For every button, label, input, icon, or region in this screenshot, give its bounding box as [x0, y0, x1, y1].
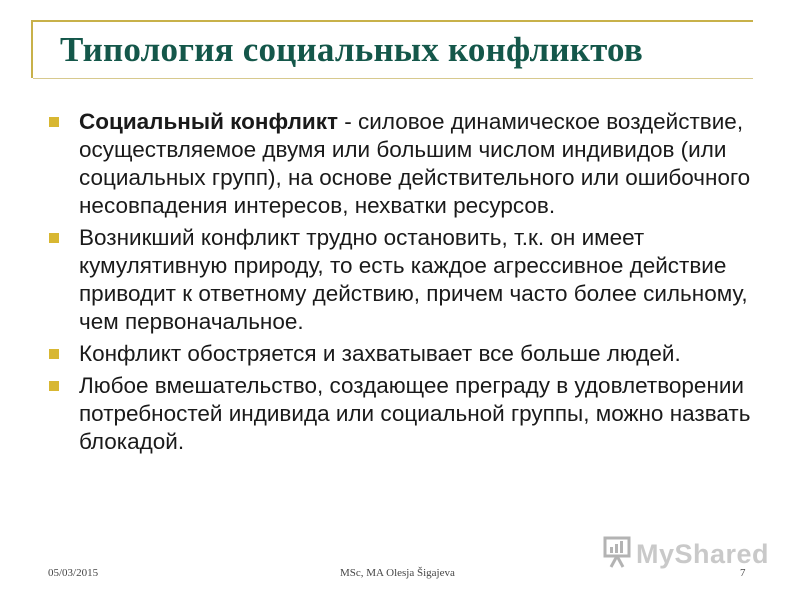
bullet-item-cumulative [48, 224, 778, 336]
footer-date: 05/03/2015 [48, 567, 99, 579]
bullet-text: - силовое динамическое воздействие, осуществляемое двумя или большим числом индивидов (или социальных групп), на основе действительного или ошибочного несовпадения интересов, нехватки ресурсов. [79, 109, 751, 218]
bullet-text: Любое вмешательство, создающее преграду в удовлетворении потребностей индивида или социальной группы, можно назвать блокадой. [79, 373, 751, 454]
bullet-item-blockade [48, 372, 778, 456]
slide-title: Типология социальных конфликтов [60, 30, 643, 69]
square-bullet-icon [49, 349, 59, 359]
bullet-text: Возникший конфликт трудно остановить, т.к. он имеет кумулятивную природу, то есть каждое агрессивное действие приводит к ответному действию, причем часто более сильному, чем первоначальное. [79, 225, 748, 334]
bullet-item-definition [48, 108, 778, 220]
page-number: 7 [740, 567, 746, 579]
title-divider [33, 78, 753, 79]
square-bullet-icon [49, 117, 59, 127]
footer-author: MSc, MA Olesja Šigajeva [340, 567, 455, 579]
bullet-text: Конфликт обостряется и захватывает все больше людей. [79, 341, 681, 366]
square-bullet-icon [49, 381, 59, 391]
square-bullet-icon [49, 233, 59, 243]
frame-left-line [31, 20, 33, 78]
bullet-list [48, 108, 778, 460]
frame-top-line [31, 20, 753, 22]
bullet-item-escalation [48, 340, 778, 368]
presentation-board-icon [602, 535, 632, 574]
watermark-text: MyShared [636, 538, 770, 569]
bullet-term: Социальный конфликт [79, 109, 339, 134]
